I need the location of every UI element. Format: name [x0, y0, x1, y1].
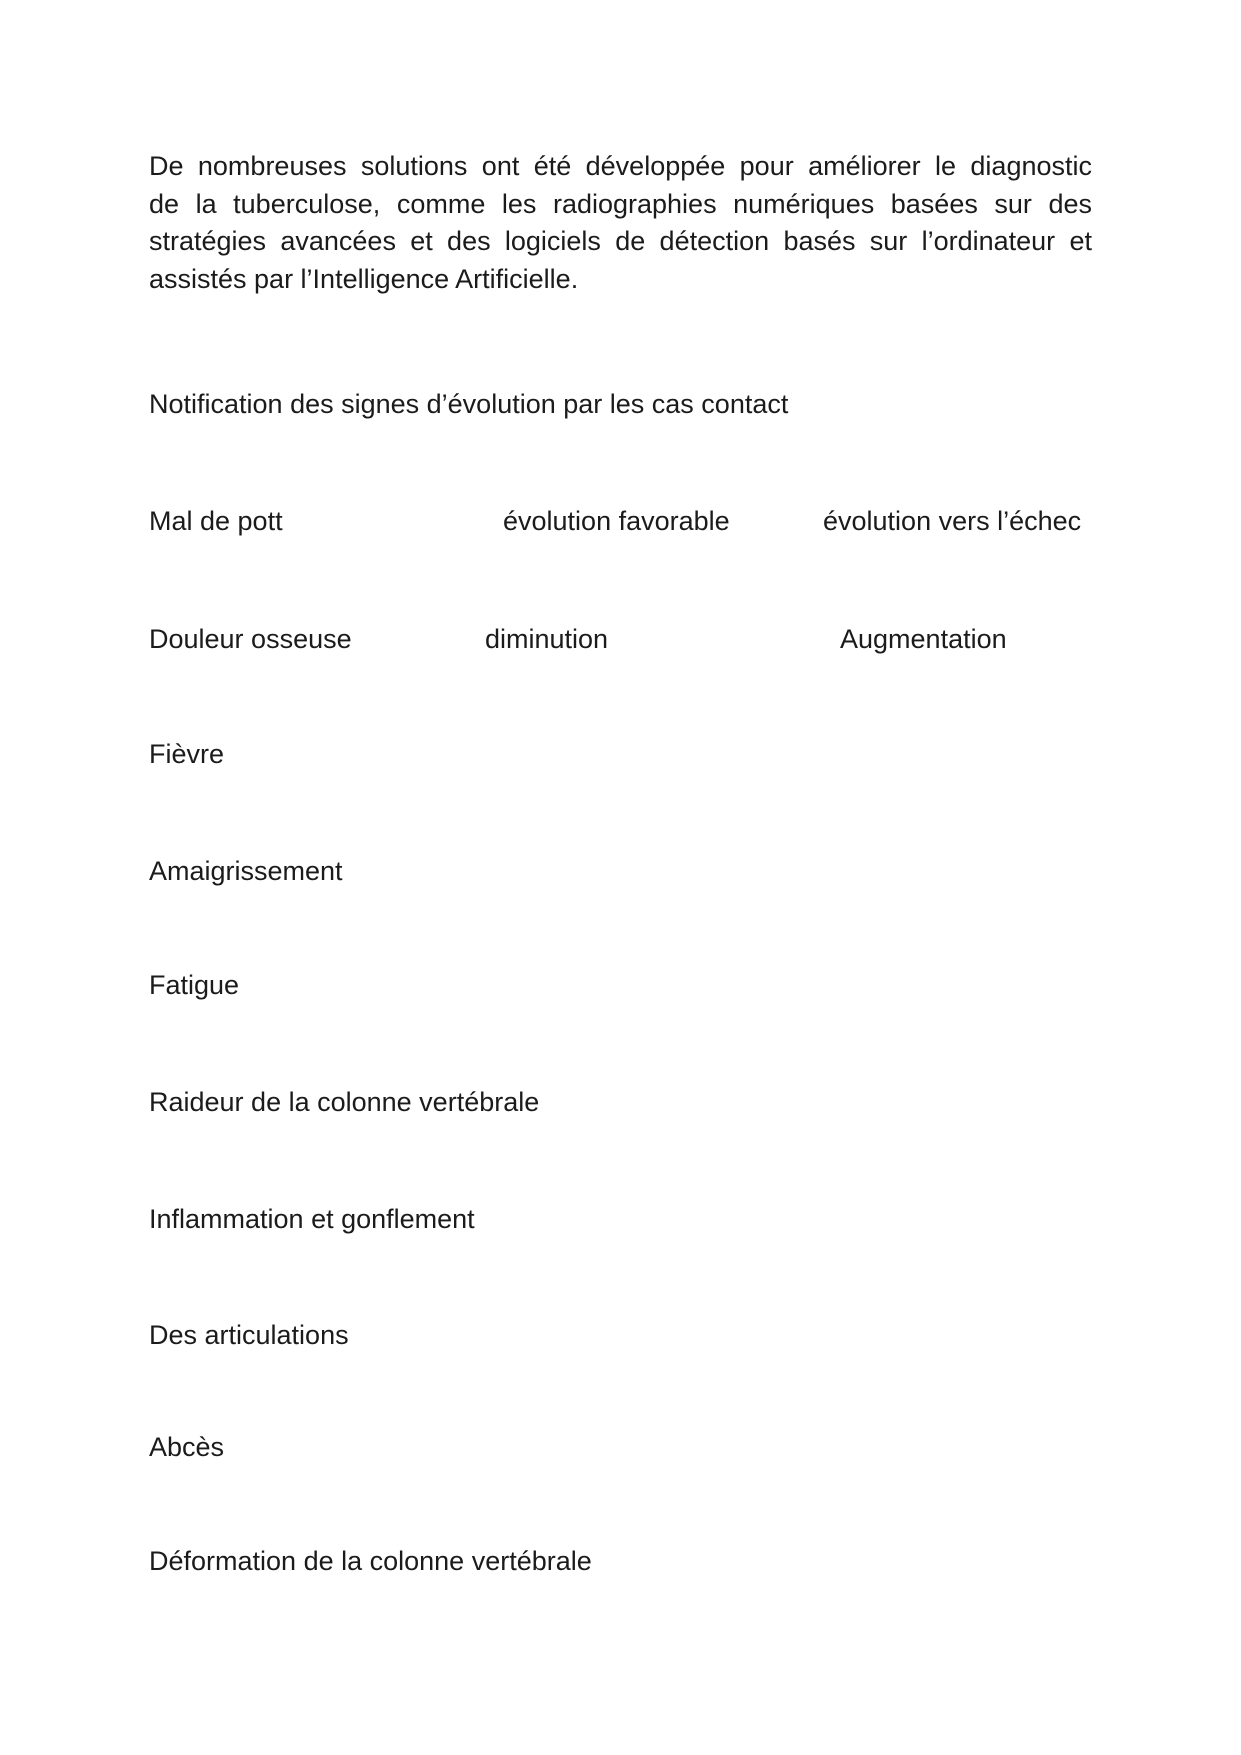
- cell-sign: Amaigrissement: [149, 856, 343, 886]
- paragraph-line-3: stratégies avancées et des logiciels de détection basés sur l’ordinateur et: [149, 226, 1092, 256]
- table-row-fievre: [0, 736, 1241, 774]
- table-row-raideur: [0, 1084, 1241, 1122]
- cell-sign: Douleur osseuse: [149, 624, 352, 654]
- table-row-fatigue: [0, 967, 1241, 1005]
- cell-sign: Raideur de la colonne vertébrale: [149, 1087, 540, 1117]
- cell-sign: Fièvre: [149, 739, 225, 769]
- table-row-inflammation: [0, 1201, 1241, 1239]
- table-row-deformation: [0, 1543, 1241, 1581]
- cell-sign: Fatigue: [149, 970, 240, 1000]
- cell-sign: Abcès: [149, 1432, 225, 1462]
- cell-sign: Déformation de la colonne vertébrale: [149, 1546, 592, 1576]
- cell-favorable: diminution: [485, 624, 609, 654]
- paragraph-line-2: de la tuberculose, comme les radiographies numériques basées sur des: [149, 188, 1092, 219]
- paragraph-line-4: assistés par l’Intelligence Artificielle.: [149, 263, 579, 294]
- cell-echec: évolution vers l’échec: [823, 506, 1082, 536]
- table-row-des-articulations: [0, 1317, 1241, 1355]
- cell-sign: Des articulations: [149, 1320, 349, 1350]
- table-row-amaigrissement: [0, 853, 1241, 891]
- table-row-mal-de-pott: [0, 503, 1241, 541]
- table-row-douleur-osseuse: [0, 621, 1241, 659]
- cell-echec: Augmentation: [840, 624, 1007, 654]
- paragraph-line-1: De nombreuses solutions ont été développée pour améliorer le diagnostic: [149, 151, 1092, 181]
- cell-sign: Inflammation et gonflement: [149, 1204, 475, 1234]
- table-row-abces: [0, 1429, 1241, 1467]
- cell-favorable: évolution favorable: [503, 506, 730, 536]
- cell-sign: Mal de pott: [149, 506, 283, 536]
- intro-paragraph: [149, 148, 1092, 298]
- section-heading: Notification des signes d’évolution par les cas contact: [149, 389, 789, 419]
